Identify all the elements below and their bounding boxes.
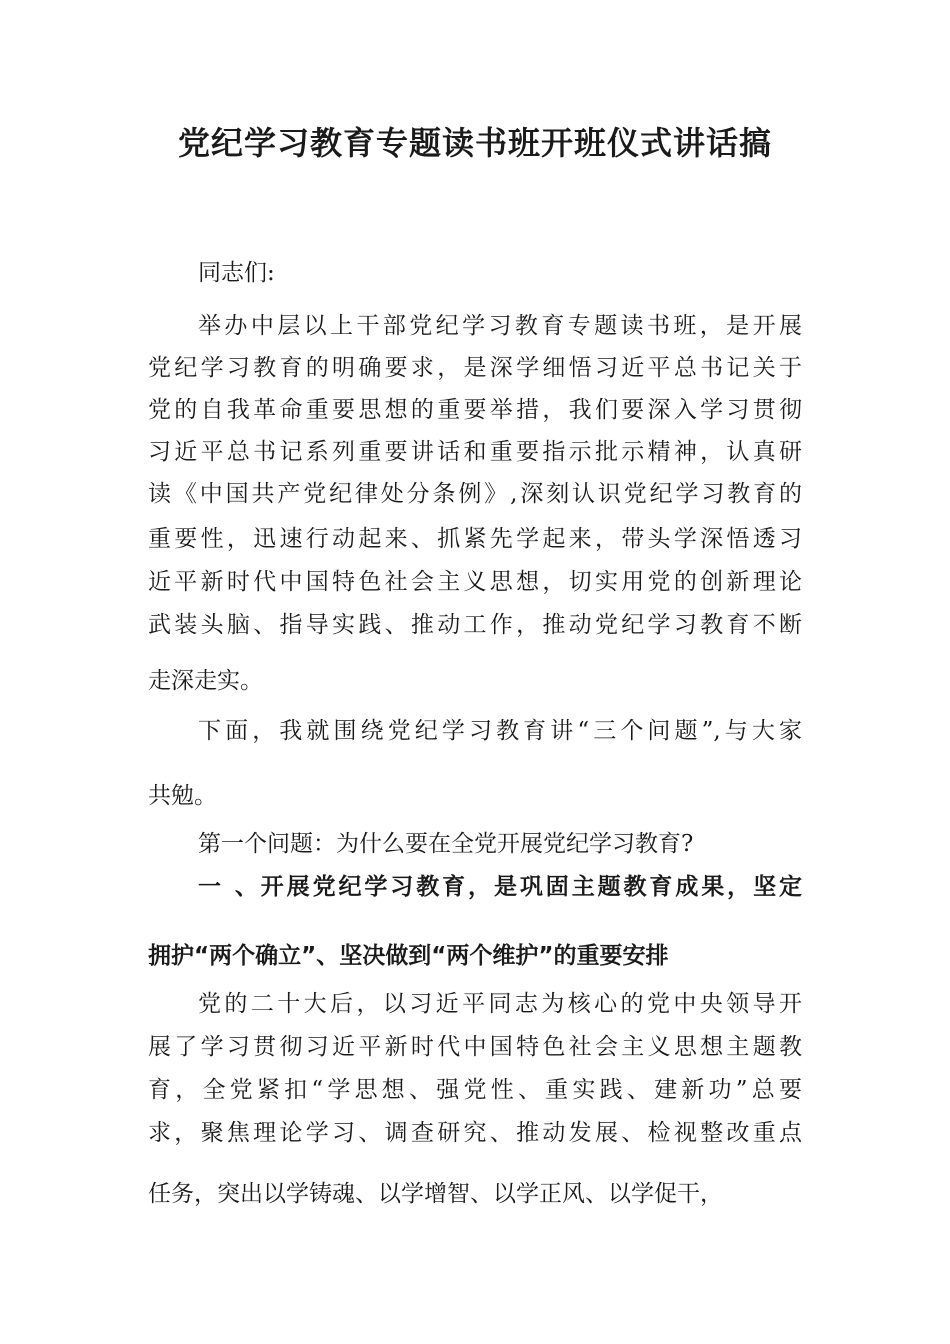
paragraph-line: 武装头脑、指导实践、推动工作，推动党纪学习教育不断: [148, 612, 802, 638]
document-title: 党纪学习教育专题读书班开班仪式讲话搞: [177, 124, 772, 162]
greeting: 同志们:: [198, 260, 275, 286]
section-heading-line: 拥护“两个确立”、坚决做到“两个维护”的重要安排: [148, 943, 669, 969]
paragraph-line: 下面，我就围绕党纪学习教育讲“三个问题”,与大家: [198, 718, 802, 744]
paragraph-line: 近平新时代中国特色社会主义思想，切实用党的创新理论: [148, 569, 802, 595]
paragraph-line: 习近平总书记系列重要讲话和重要指示批示精神，认真研: [148, 439, 802, 465]
paragraph-line: 党纪学习教育的明确要求，是深学细悟习近平总书记关于: [148, 355, 802, 381]
paragraph-line: 走深走实。: [148, 668, 263, 694]
paragraph-line: 重要性，迅速行动起来、抓紧先学起来，带头学深悟透习: [148, 526, 802, 552]
paragraph-line: 育，全党紧扣“学思想、强党性、重实践、建新功”总要: [148, 1077, 802, 1103]
paragraph-line: 党的自我革命重要思想的重要举措，我们要深入学习贯彻: [148, 397, 802, 423]
paragraph-line: 举办中层以上干部党纪学习教育专题读书班，是开展: [198, 313, 802, 339]
paragraph-line: 共勉。: [148, 783, 217, 809]
paragraph-line: 党的二十大后，以习近平同志为核心的党中央领导开: [198, 991, 802, 1017]
section-question: 第一个问题：为什么要在全党开展党纪学习教育?: [198, 831, 694, 857]
section-heading-line: 一 、开展党纪学习教育，是巩固主题教育成果，坚定: [198, 874, 802, 900]
paragraph-line: 读《中国共产党纪律处分条例》,深刻认识党纪学习教育的: [148, 481, 802, 507]
paragraph-line: 任务，突出以学铸魂、以学增智、以学正风、以学促干，: [148, 1181, 723, 1207]
paragraph-line: 求，聚焦理论学习、调查研究、推动发展、检视整改重点: [148, 1120, 802, 1146]
paragraph-line: 展了学习贯彻习近平新时代中国特色社会主义思想主题教: [148, 1034, 802, 1060]
